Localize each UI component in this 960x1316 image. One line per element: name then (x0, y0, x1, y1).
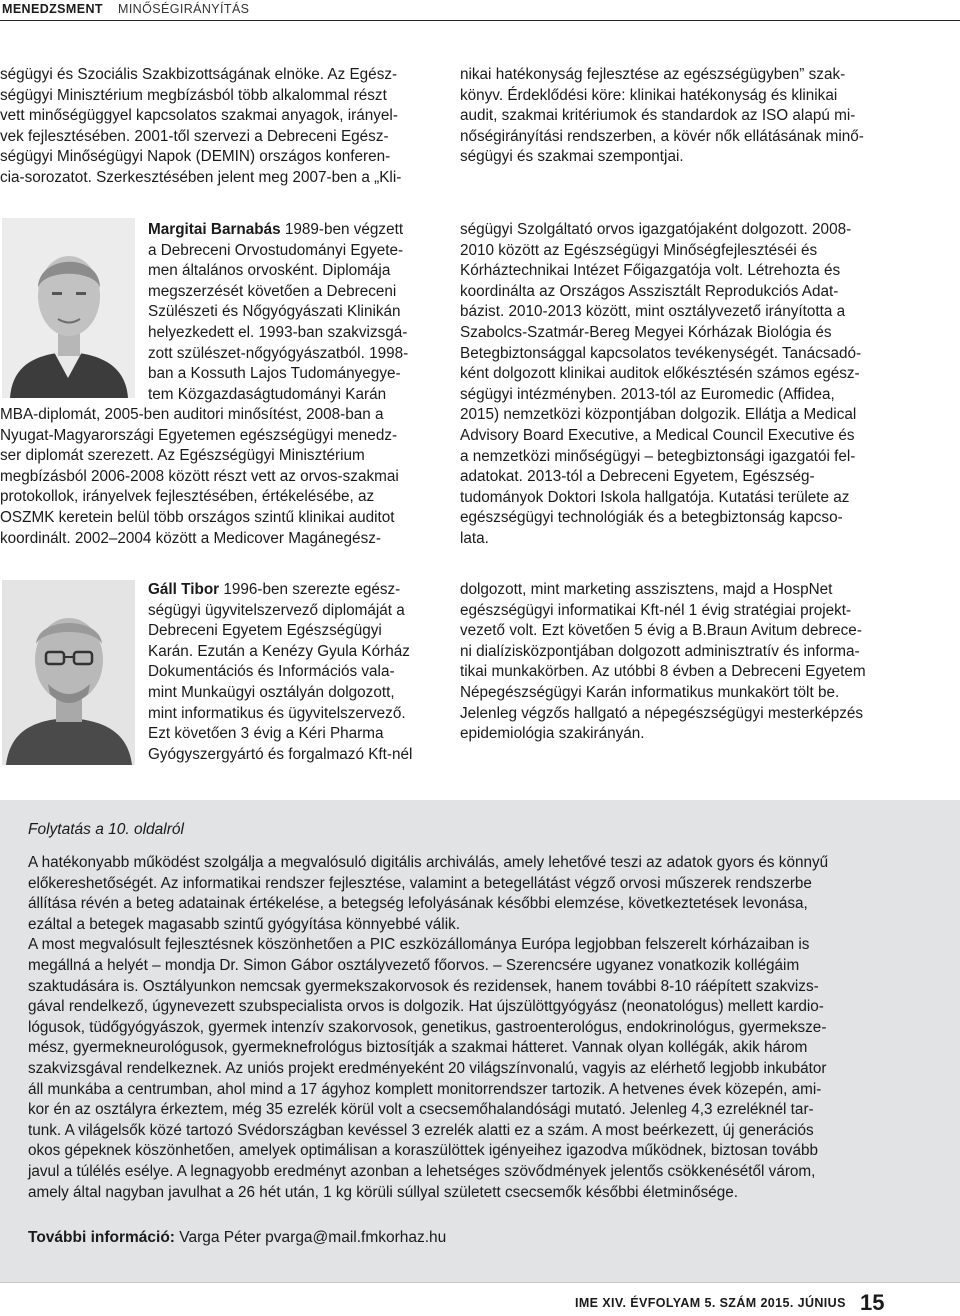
text-line: ségügyi intézményben. 2013-tól az Euromedic (Affidea, (460, 385, 835, 403)
text-line: audit, szakmai kritériumok és standardok az ISO alapú mi- (460, 107, 856, 125)
text-line: áll munkába a centrumban, ahol mind a 17 ágyhoz komplett monitorrendszer tartozik. A hetvenes évek közepén, ami- (28, 1080, 822, 1098)
text-line: 2015) nemzetközi központjában dolgozik. Ellátja a Medical (460, 406, 857, 424)
header-rule (0, 20, 960, 21)
text-line: ségügyi ügyvitelszervező diplomáját a (148, 601, 405, 619)
text-line: Betegbiztonsággal kapcsolatos tevékenységét. Tanácsadó- (460, 344, 862, 362)
bio-margitai-intro (148, 220, 433, 405)
portrait-margitai-photo (2, 218, 135, 398)
text-line: Szabolcs-Szatmár-Bereg Megyei Kórházak Biológia és (460, 323, 832, 341)
text-line: helyezkedett el. 1993-ban szakvizsgá- (148, 323, 408, 341)
text-line: tudományok Doktori Iskola hallgatója. Kutatási területe az (460, 488, 850, 506)
text-line: OSZMK keretein belül több országos szintű klinikai auditot (0, 508, 395, 526)
text-line: Kórháztechnikai Intézet Főigazgatója volt. Létrehozta és (460, 262, 841, 280)
text-line: lógusok, tüdőgyógyászok, gyermek intenzív szakorvosok, genetikus, gastroenterológus, endokrinológus, gyermeksze- (28, 1018, 827, 1036)
text-line: ségügyi Minőségügyi Napok (DEMIN) országos konferen- (0, 148, 391, 166)
text-line: ni dialízisközpontjában dolgozott adminisztratív és informa- (460, 642, 860, 660)
text-line: Szülészeti és Nőgyógyászati Klinikán (148, 303, 401, 321)
text-line: tikai munkakörben. Az utóbbi 8 évben a Debreceni Egyetem (460, 663, 866, 681)
text-line: Debreceni Egyetem Egészségügyi (148, 622, 382, 640)
text-line: a Debreceni Orvostudományi Egyete- (148, 241, 404, 259)
text-line: dolgozott, mint marketing asszisztens, majd a HospNet (460, 581, 833, 598)
text-line: vek fejlesztésében. 2001-től szervezi a Debreceni Egész- (0, 127, 389, 145)
text-line: ser diplomát szerezett. Az Egészségügyi Minisztérium (0, 447, 365, 465)
text-line: állítása révén a beteg adatainak értékelése, a betegség lefolyásának későbbi elemzése, következtetések levonása, (28, 895, 808, 913)
text-line: lata. (460, 529, 489, 547)
text-line: nikai hatékonyság fejlesztése az egészségügyben” szak- (460, 66, 846, 83)
text-line: előkereshetőségét. Az informatikai rendszer fejlesztése, valamint a betegellátást végző orvosi műszerek rendszerbe (28, 874, 812, 892)
text-line: Jelenleg végzős hallgató a népegészségügyi mesterképzés (460, 704, 864, 722)
contact-value: Varga Péter pvarga@mail.fmkorhaz.hu (174, 1229, 447, 1246)
text-line: vezető volt. Ezt követően 5 évig a B.Braun Avitum debrece- (460, 622, 862, 640)
text-line: Népegészségügyi Karán informatikus munkakört tölt be. (460, 683, 840, 701)
portrait-icon (2, 580, 135, 765)
text-line: ségügyi Minisztérium megbízásból több alkalommal részt (0, 86, 387, 104)
intro-left-column (0, 65, 433, 189)
text-line: Ezt követően 3 évig a Kéri Pharma (148, 725, 384, 743)
text-line: ként dolgozott klinikai auditok előkésztésén számos egész- (460, 365, 860, 383)
text-line: koordinált. 2002–2004 között a Medicover Magánegész- (0, 529, 381, 547)
text-line: zott szülészet-nőgyógyászatból. 1998- (148, 344, 409, 362)
text-line: a nemzetközi minőségügyi – betegbiztonsági igazgatói fel- (460, 447, 856, 465)
text-line: ségügyi Szolgáltató orvos igazgatójaként dolgozott. 2008- (460, 221, 852, 238)
text-line: protokollok, irányelvek fejlesztésében, értékelésébe, az (0, 488, 375, 506)
text-line: tem Közgazdaságtudományi Karán (148, 385, 387, 403)
text-line: cia-sorozatot. Szerkesztésében jelent meg 2007-ben a „Kli- (0, 168, 402, 186)
text-line: javul a túlélés esélye. A legnagyobb eredményt azonban a lehetséges szövődmények jelentős csökkenésétől várom, (28, 1162, 816, 1180)
text-line: koordinálta az Országos Asszisztált Reprodukciós Adat- (460, 282, 839, 300)
text-line: Margitai Barnabás 1989-ben végzett (148, 221, 404, 238)
text-line: Nyugat-Magyarországi Egyetemen egészségügyi menedz- (0, 426, 398, 444)
text-line: A most megvalósult fejlesztésnek köszönhetően a PIC eszközállománya Európa legjobban felszerelt kórházaiban is (28, 936, 810, 954)
text-line: tunk. A világelsők közé tartozó Svédországban kevéssel 3 ezrelék alatti ez a szám. A most beérkezett, új generációs (28, 1121, 814, 1139)
text-line: ban a Kossuth Lajos Tudományegye- (148, 365, 401, 383)
section-label: MENEDZSMENT (2, 2, 103, 16)
bio-margitai-continued (0, 405, 433, 549)
text-line: Advisory Board Executive, a Medical Council Executive és (460, 426, 855, 444)
text-line: egészségügyi informatikai Kft-nél 1 évig stratégiai projekt- (460, 601, 852, 619)
text-line: mint informatikus és ügyvitelszervező. (148, 704, 406, 722)
text-line: könyv. Érdeklődési köre: klinikai hatékonyság és klinikai (460, 86, 838, 104)
text-line: megállná a helyét – mondja Dr. Simon Gábor osztályvezető főorvos. – Szerencsére ugyanez vonatkozik kollégáim (28, 956, 800, 974)
text-line: szaktudására is. Osztályunkon nemcsak gyermekszakorvosok és rezidensek, hanem további 8-10 ráépített szakvizs- (28, 977, 819, 995)
footer-rule (0, 1282, 960, 1283)
text-line: Gyógyszergyártó és forgalmazó Kft-nél (148, 745, 413, 763)
text-line: gával rendelkező, úgynevezett szubspecialista orvos is dolgozik. Hat újszülöttgyógyász (neonatológus) mellett kardio- (28, 998, 824, 1016)
person-name: Gáll Tibor (148, 581, 220, 598)
running-header (0, 0, 960, 20)
text-line: megszerzését követően a Debreceni (148, 282, 397, 300)
text-line: okos gépeknek köszönhetően, amelyek optimálisan a koraszülöttek igényeihez igazodva működnek, biztosan tovább (28, 1142, 818, 1160)
portrait-icon (2, 218, 135, 398)
text-line: ségügyi és szakmai szempontjai. (460, 148, 684, 166)
bio-gall-right-column (460, 580, 885, 745)
text-line: ezáltal a betegek magasabb szintű gyógyítása könnyebbé válik. (28, 915, 460, 933)
page-number: 15 (860, 1290, 885, 1315)
text-line: vett minőségüggyel kapcsolatos szakmai anyagok, irányel- (0, 107, 398, 125)
text-line: amely által nagyban javulhat a 26 hét után, 1 kg körüli súllyal született csecsemők későbbi életminősége. (28, 1183, 739, 1201)
subsection-label: MINŐSÉGIRÁNYÍTÁS (118, 2, 250, 16)
text-line: egészségügyi technológiák és a betegbiztonság kapcso- (460, 509, 843, 527)
person-name: Margitai Barnabás (148, 221, 281, 238)
text-line: megbízásból 2006-2008 között részt vett az orvos-szakmai (0, 467, 399, 485)
intro-right-column (460, 65, 885, 168)
text-line: ségügyi és Szociális Szakbizottságának elnöke. Az Egész- (0, 66, 398, 83)
contact-label: További információ: (28, 1229, 175, 1246)
portrait-gall-photo (2, 580, 135, 765)
text-line: epidemiológia szakirányán. (460, 725, 645, 743)
text-line: mint Munkaügyi osztályán dolgozott, (148, 683, 395, 701)
text-line: adatokat. 2013-tól a Debreceni Egyetem, Egészség- (460, 468, 815, 486)
text-line: MBA-diplomát, 2005-ben auditori minősítést, 2008-ban a (0, 406, 384, 423)
bio-margitai-right-column (460, 220, 885, 550)
text-line: mész, gyermekneurológusok, gyermeknefrológus biztosítják a szakmai hátteret. Vannak olyan kollégák, akik három (28, 1039, 808, 1057)
text-line: nőségirányítási rendszerben, a kövér nők ellátásának minő- (460, 127, 864, 145)
text-line: 2010 között az Egészségügyi Minőségfejlesztéséi és (460, 241, 818, 259)
text-line: szakvizsgával rendelkeznek. Az uniós projekt eredményeként 20 világszínvonalú, vagyis az elérhető legjobb inkubátor (28, 1059, 827, 1077)
continuation-body (28, 853, 918, 1203)
text-line: Gáll Tibor 1996-ben szerezte egész- (148, 581, 401, 598)
text-line: A hatékonyabb működést szolgálja a megvalósuló digitális archiválás, amely lehetővé teszi az adatok gyors és könnyű (28, 854, 829, 871)
text-line: kor én az osztályra érkeztem, még 35 ezrelék körül volt a csecsemőhalandósági mutató. Jelenleg 4,3 ezreléknél tar- (28, 1101, 814, 1119)
issue-info: IME XIV. ÉVFOLYAM 5. SZÁM 2015. JÚNIUS (575, 1296, 846, 1310)
contact-info (28, 1229, 446, 1247)
text-line: Dokumentációs és Információs vala- (148, 663, 395, 681)
text-line: men általános orvosként. Diplomája (148, 262, 391, 280)
text-line: bázist. 2010-2013 között, mint osztályvezető irányította a (460, 303, 846, 321)
bio-gall-intro (148, 580, 433, 765)
continuation-kicker: Folytatás a 10. oldalról (28, 821, 184, 838)
text-line: Karán. Ezután a Kenézy Gyula Kórház (148, 642, 410, 660)
